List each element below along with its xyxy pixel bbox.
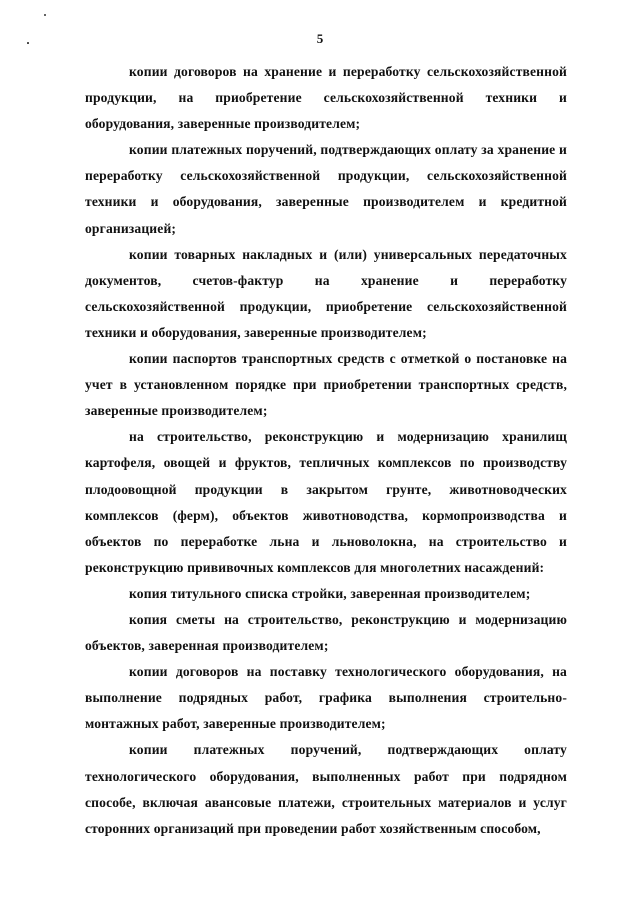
paragraph-equipment-contracts: копии договоров на поставку технологического оборудования, на выполнение подрядных работ, графика выполнения строительно-монтажных работ, заверенные производителем; (85, 664, 567, 732)
paragraph-title-list: копия титульного списка стройки, заверенная производителем; (129, 585, 531, 601)
document-body (85, 59, 567, 842)
paragraph-vehicle-passports: копии паспортов транспортных средств с отметкой о постановке на учет в установленном порядке при приобретении транспортных средств, заверенные производителем; (85, 351, 567, 419)
scan-speck (44, 14, 46, 16)
paragraph-estimate: копия сметы на строительство, реконструкцию и модернизацию объектов, заверенная производителем; (85, 611, 567, 654)
page-number: 5 (316, 31, 324, 46)
paragraph-contracts-storage: копии договоров на хранение и переработку сельскохозяйственной продукции, на приобретение сельскохозяйственной техники и оборудования, заверенные производителем; (85, 64, 567, 132)
paragraph-payment-equipment: копии платежных поручений, подтверждающих оплату технологического оборудования, выполненных работ при подрядном способе, включая авансовые платежи, строительных материалов и услуг сторонних организаций при проведении работ хозяйственным способом, (85, 742, 567, 836)
paragraph-waybills: копии товарных накладных и (или) универсальных передаточных документов, счетов-фактур на хранение и переработку сельскохозяйственной продукции, приобретение сельскохозяйственной техники и оборудования, заверенные производителем; (85, 246, 567, 340)
paragraph-payment-orders: копии платежных поручений, подтверждающих оплату за хранение и переработку сельскохозяйственной продукции, сельскохозяйственной техники и оборудования, заверенные производителем и кредитной организацией; (85, 142, 567, 236)
paragraph-construction-heading: на строительство, реконструкцию и модернизацию хранилищ картофеля, овощей и фруктов, тепличных комплексов по производству плодоовощной продукции в закрытом грунте, животноводческих комплексов (ферм), объектов животноводства, кормопроизводства и объектов по переработке льна и льноволокна, на строительство и реконструкцию прививочных комплексов для многолетних насаждений: (85, 429, 567, 575)
